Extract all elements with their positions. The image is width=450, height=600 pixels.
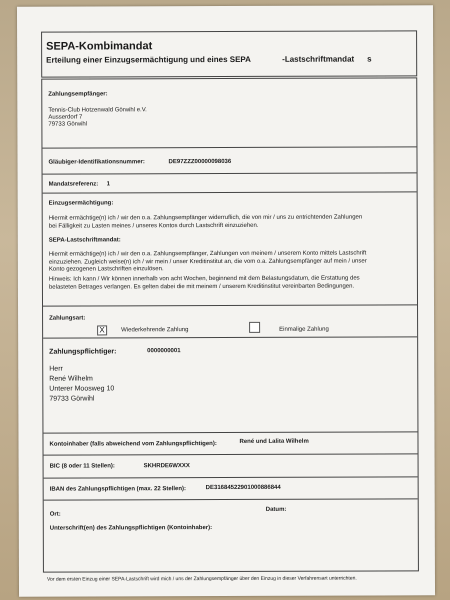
sepa-text: einzuziehen. Zugleich weise(n) ich / wir mein / unser Kreditinstitut an, die vom o.a. Zahlungsempfänger auf mein / unser [48,258,367,266]
iban-value: DE31684522901000886844 [205,484,281,492]
payee-line: Tennis-Club Hotzenwald Görwihl e.V. [48,107,147,114]
payer-line: Unterer Moosweg 10 [49,385,115,393]
sepa-hint: Hinweis: Ich kann / Wir können innerhalb von acht Wochen, beginnend mit dem Belastungsdatum, die Erstattung des [48,275,360,283]
single-option-label: Einmalige Zahlung [279,326,329,333]
form-body [41,77,419,572]
divider [43,304,417,306]
payer-label: Zahlungspflichtiger: [49,348,117,356]
creditor-id-label: Gläubiger-Identifikationsnummer: [48,159,145,166]
form-subtitle-tail: -Lastschriftmandat [282,54,355,64]
creditor-id-value: DE97ZZZ00000098036 [168,158,232,166]
sepa-text: Konto gezogenen Lastschriften einzulösen. [48,266,164,273]
account-holder-value: René und Lalita Wilhelm [239,438,309,445]
payment-type-label: Zahlungsart: [49,315,86,322]
payer-line: Herr [49,365,63,373]
recurring-checkmark: X [99,325,105,335]
recurring-checkbox[interactable] [97,325,107,335]
recurring-option-label: Wiederkehrende Zahlung [121,327,189,334]
header-box [41,30,417,77]
mandate-ref-value: 1 [106,181,110,188]
divider [44,476,418,478]
form-subtitle-s: s [367,54,372,64]
authorization-label: Einzugsermächtigung: [48,200,114,207]
signature-label: Unterschrift(en) des Zahlungspflichtigen (Kontoinhaber): [49,525,213,532]
authorization-text: Hiermit ermächtige(n) ich / wir den o.a. Zahlungsempfänger widerruflich, die von mir / uns zu entrichtenden Zahlungen [48,214,363,222]
sepa-text: Hiermit ermächtige(n) ich / wir den o.a. Zahlungsempfänger, Zahlungen von meinem / unserem Konto mittels Lastschrift [48,250,367,258]
place-label: Ort: [49,511,61,518]
form-title: SEPA-Kombimandat [46,40,153,53]
mandate-ref-label: Mandatsreferenz: [48,181,99,188]
form-subtitle: Erteilung einer Einzugsermächtigung und eines SEPA [46,54,251,65]
date-label: Datum: [265,506,287,513]
payee-label: Zahlungsempfänger: [48,91,108,98]
divider [43,172,417,174]
bic-value: SKHRDE6WXXX [143,463,190,470]
single-checkbox[interactable] [249,322,260,333]
mandate-form-sheet [17,5,435,596]
footer-note: Vor dem ersten Einzug einer SEPA-Lastschrift wird mich / uns der Zahlungsempfänger über den Einzug in dieser Verfahrensart unterrichten. [46,575,357,583]
divider [42,146,416,148]
divider [43,336,417,338]
payer-line: 79733 Görwihl [49,395,95,403]
sepa-hint: belasteten Betrages verlangen. Es gelten dabei die mit meinem / unserem Kreditinstitut vereinbarten Bedingungen. [48,283,355,291]
authorization-text: bei Fälligkeit zu Lasten meines / unseres Kontos durch Lastschrift einzuziehen. [48,222,259,230]
bic-label: BIC (8 oder 11 Stellen): [49,463,115,470]
payer-number: 0000000001 [147,348,181,355]
payer-line: René Wilhelm [49,375,93,383]
divider [44,453,418,455]
payee-line: Ausserdorf 7 [48,114,83,121]
account-holder-label: Kontoinhaber (falls abweichend vom Zahlungspflichtigen): [49,441,217,448]
sepa-label: SEPA-Lastschriftmandat: [48,237,121,244]
iban-label: IBAN des Zahlungspflichtigen (max. 22 Stellen): [49,486,187,493]
divider [43,191,417,193]
divider [43,431,417,433]
payee-line: 79733 Görwihl [48,121,88,128]
divider [44,498,418,500]
